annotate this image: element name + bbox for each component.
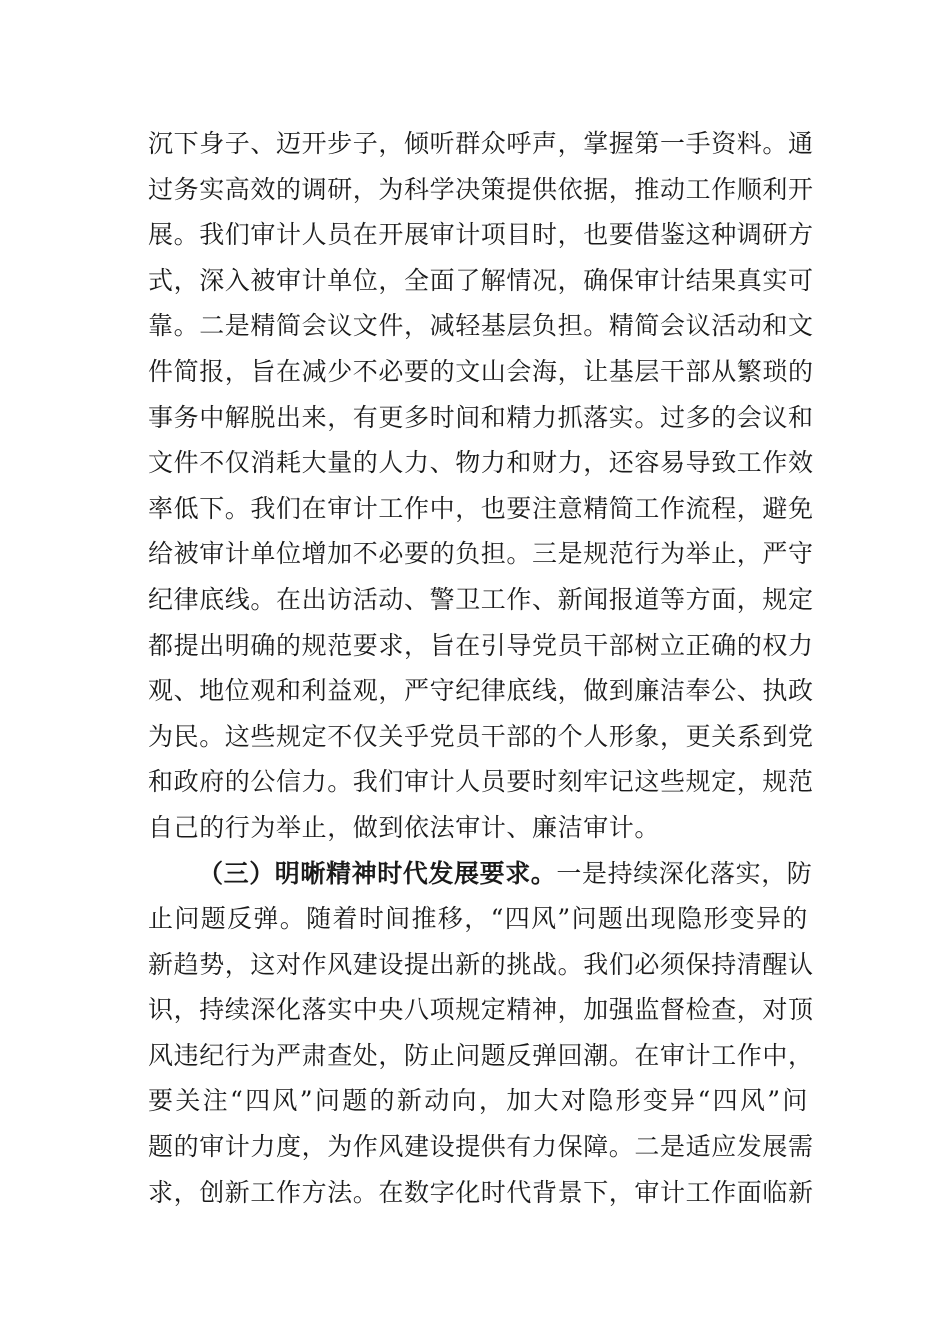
body-text [148,121,814,1215]
text-line: 识，持续深化落实中央八项规定精神，加强监督检查，对顶 [148,995,814,1025]
text-line: 纪律底线。在出访活动、警卫工作、新闻报道等方面，规定 [148,584,814,614]
text-line: 率低下。我们在审计工作中，也要注意精简工作流程，避免 [148,493,814,523]
section-heading-line [148,851,813,897]
text-line: 要关注“四风”问题的新动向，加大对隐形变异“四风”问 [148,1086,808,1116]
text-line: 为民。这些规定不仅关乎党员干部的个人形象，更关系到党 [148,721,814,751]
text-line: 沉下身子、迈开步子，倾听群众呼声，掌握第一手资料。通 [148,129,814,158]
text-line: 风违纪行为严肃查处，防止问题反弹回潮。在审计工作中， [148,1040,814,1070]
text-line: 和政府的公信力。我们审计人员要时刻牢记这些规定，规范 [148,767,814,797]
text-line: 止问题反弹。随着时间推移，“四风”问题出现隐形变异的 [148,904,808,934]
section-heading: （三）明晰精神时代发展要求。 [198,858,557,888]
text-line: 都提出明确的规范要求，旨在引导党员干部树立正确的权力 [148,630,814,660]
text-line: 事务中解脱出来，有更多时间和精力抓落实。过多的会议和 [148,402,814,432]
text-line: 给被审计单位增加不必要的负担。三是规范行为举止，严守 [148,539,814,569]
text-line: 求，创新工作方法。在数字化时代背景下，审计工作面临新 [148,1177,814,1207]
text-line: 过务实高效的调研，为科学决策提供依据，推动工作顺利开 [148,174,814,204]
text-line: 新趋势，这对作风建设提出新的挑战。我们必须保持清醒认 [148,949,814,979]
text-line: 展。我们审计人员在开展审计项目时，也要借鉴这种调研方 [148,220,814,250]
text-line: 观、地位观和利益观，严守纪律底线，做到廉洁奉公、执政 [148,676,814,706]
text-line: 自己的行为举止，做到依法审计、廉洁审计。 [148,812,661,842]
text-line: 式，深入被审计单位，全面了解情况，确保审计结果真实可 [148,265,814,295]
section-heading-rest: 一是持续深化落实，防 [556,858,813,888]
text-line: 靠。二是精简会议文件，减轻基层负担。精简会议活动和文 [148,311,814,341]
text-line: 件简报，旨在减少不必要的文山会海，让基层干部从繁琐的 [148,356,814,386]
text-line: 文件不仅消耗大量的人力、物力和财力，还容易导致工作效 [148,448,814,478]
text-line: 题的审计力度，为作风建设提供有力保障。二是适应发展需 [148,1132,814,1162]
